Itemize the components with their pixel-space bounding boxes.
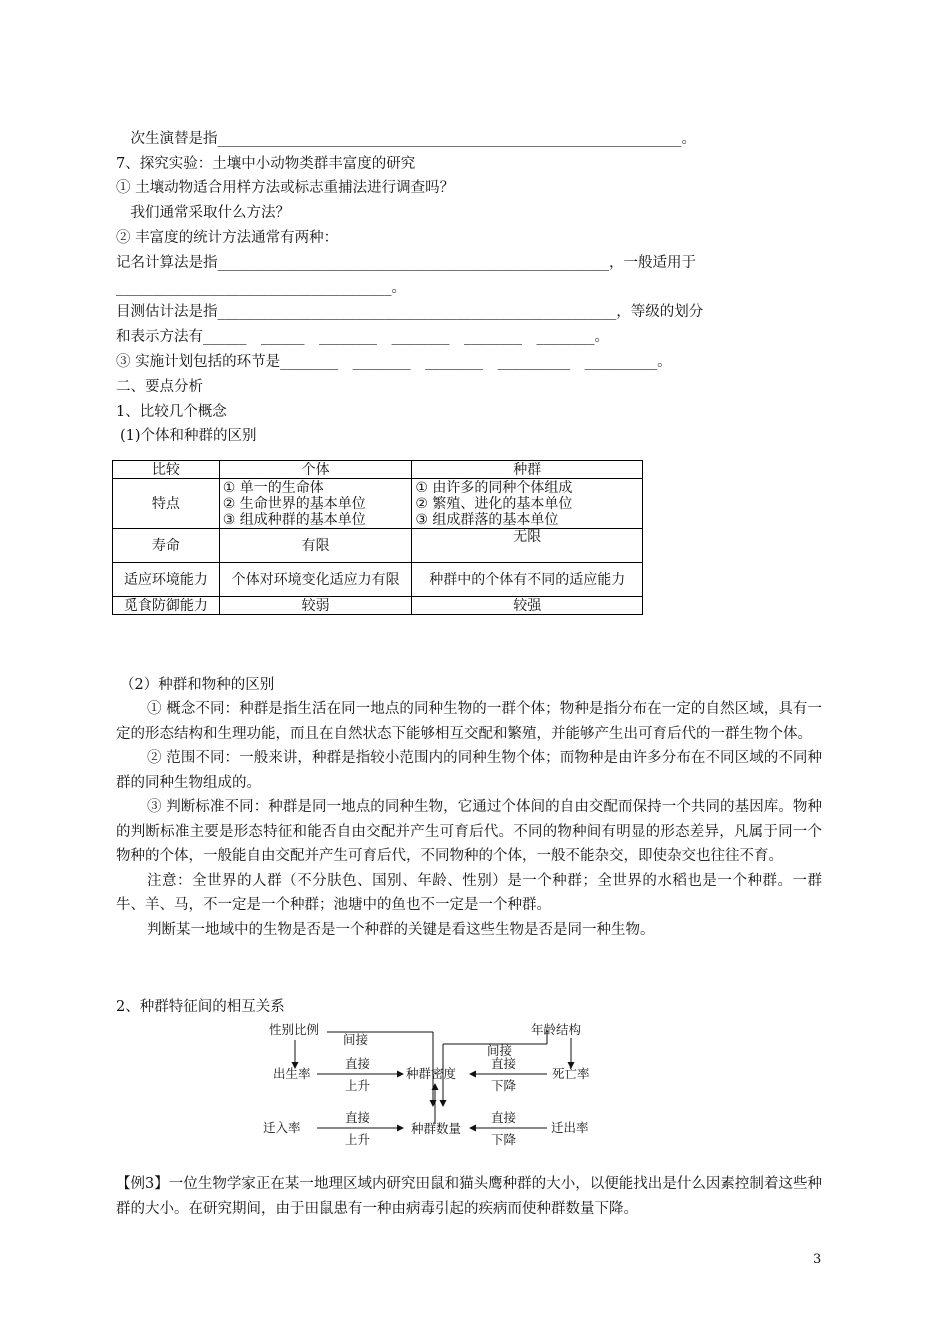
cell-population <box>412 479 643 529</box>
page-number: 3 <box>813 1252 822 1267</box>
cell-population: 较强 <box>412 597 643 615</box>
label-immigration-rate: 迁入率 <box>263 1120 301 1135</box>
cell-line: ① 单一的生命体 <box>222 479 324 496</box>
row-label: 觅食防御能力 <box>113 597 220 615</box>
label-fall-top: 下降 <box>491 1078 517 1093</box>
paragraph-key: 判断某一地域中的生物是否是一个种群的关键是看这些生物是否是同一种生物。 <box>147 921 655 938</box>
cell-line: ③ 组成种群的基本单位 <box>222 511 366 528</box>
label-indirect-left: 间接 <box>343 1032 369 1047</box>
label-death-rate: 死亡率 <box>552 1066 590 1081</box>
paragraph-note: 注意：全世界的人群（不分肤色、国别、年龄、性别）是一个种群；全世界的水稻也是一个种群。一群牛、羊、马，不一定是一个种群；池塘中的鱼也不一定是一个种群。 <box>116 872 822 913</box>
paragraph-criteria: ③ 判断标准不同：种群是同一地点的同种生物，它通过个体间的自由交配而保持一个共同的基因库。物种的判断标准主要是形态特征和能否自由交配并产生可育后代。不同的物种间有明显的形态差异，凡属于同一个物种的个体，一般能自由交配并产生可育后代，不同物种的个体，一般不能杂交，即使杂交也往往不育。 <box>116 799 822 864</box>
label-direct-bottom-left: 直接 <box>345 1110 371 1125</box>
heading-population-characteristics: 2、种群特征间的相互关系 <box>116 999 285 1015</box>
population-relationship-diagram <box>255 1020 615 1150</box>
paragraph-range: ② 范围不同：一般来讲，种群是指较小范围内的同种生物个体；而物种是由许多分布在不同区域的不同种群的同种生物组成的。 <box>116 750 822 791</box>
header-compare: 比较 <box>113 461 220 479</box>
label-rise-top: 上升 <box>345 1078 371 1093</box>
header-individual: 个体 <box>219 461 412 479</box>
line-naming-method: 记名计算法是指______________________________________________________，一般适用于 <box>116 255 696 271</box>
label-direct-bottom-right: 直接 <box>491 1110 517 1125</box>
cell-line: ① 由许多的同种个体组成 <box>415 479 573 496</box>
table-row <box>113 529 643 563</box>
label-direct-left: 直接 <box>345 1056 371 1071</box>
cell-individual: 有限 <box>219 529 412 563</box>
cell-line: ② 繁殖、进化的基本单位 <box>415 495 573 512</box>
heading-compare-concepts: 1、比较几个概念 <box>116 404 227 420</box>
label-emigration-rate: 迁出率 <box>551 1120 589 1135</box>
label-population-size: 种群数量 <box>411 1121 462 1136</box>
table-row <box>113 479 643 529</box>
table-row <box>113 597 643 615</box>
header-population: 种群 <box>412 461 643 479</box>
cell-line: ② 生命世界的基本单位 <box>222 495 366 512</box>
line-naming-method-cont: ______________________________________。 <box>116 280 406 296</box>
row-label: 特点 <box>113 479 220 529</box>
line-estimate-method-cont: 和表示方法有______ ______ ________ ________ ________ ________。 <box>116 329 609 345</box>
line-plan-steps: ③ 实施计划包括的环节是________ ________ ________ __________ __________。 <box>116 354 672 370</box>
label-birth-rate: 出生率 <box>273 1066 311 1081</box>
table-row <box>113 563 643 597</box>
cell-population: 种群中的个体有不同的适应能力 <box>412 563 643 597</box>
label-sex-ratio: 性别比例 <box>269 1022 320 1037</box>
row-label: 寿命 <box>113 529 220 563</box>
subheading-population-vs-species: （2）种群和物种的区别 <box>120 677 275 693</box>
label-age-structure: 年龄结构 <box>531 1022 582 1037</box>
paragraph-concept: ① 概念不同：种群是指生活在同一地点的同种生物的一群个体；物种是指分布在一定的自然区域，具有一定的形态结构和生理功能，而且在自然状态下能够相互交配和繁殖，并能够产生出可育后代的一群生物个体。 <box>116 701 822 742</box>
cell-population: 无限 <box>412 529 643 563</box>
label-population-density: 种群密度 <box>406 1066 457 1081</box>
species-paragraphs <box>116 697 822 942</box>
line-question-1b: 我们通常采取什么方法？ <box>116 205 290 221</box>
line-question-1: ① 土壤动物适合用样方法或标志重捕法进行调查吗？ <box>116 180 455 196</box>
label-rise-bottom: 上升 <box>345 1132 371 1147</box>
row-label: 适应环境能力 <box>113 563 220 597</box>
cell-individual: 个体对环境变化适应力有限 <box>219 563 412 597</box>
table-header-row <box>113 461 643 479</box>
line-secondary-succession: 次生演替是指________________________________________________________________。 <box>116 131 696 147</box>
line-estimate-method: 目测估计法是指_______________________________________________________，等级的划分 <box>116 304 704 320</box>
cell-individual: 较弱 <box>219 597 412 615</box>
subheading-individual-vs-population: (1)个体和种群的区别 <box>120 428 257 444</box>
example-3-paragraph: 【例3】一位生物学家正在某一地理区域内研究田鼠和猫头鹰种群的大小，以便能找出是什么因素控制着这些种群的大小。在研究期间，由于田鼠患有一种由病毒引起的疾病而使种群数量下降。 <box>116 1176 822 1217</box>
cell-line: ③ 组成群落的基本单位 <box>415 511 559 528</box>
heading-key-analysis: 二、要点分析 <box>116 379 203 395</box>
label-indirect-right: 间接 <box>487 1043 513 1058</box>
label-fall-bottom: 下降 <box>491 1132 517 1147</box>
line-question-2: ② 丰富度的统计方法通常有两种： <box>116 230 339 246</box>
label-direct-right: 直接 <box>491 1056 517 1071</box>
comparison-table <box>112 460 643 615</box>
cell-individual <box>219 479 412 529</box>
line-experiment-title: 7、探究实验：土壤中小动物类群丰富度的研究 <box>116 156 416 172</box>
